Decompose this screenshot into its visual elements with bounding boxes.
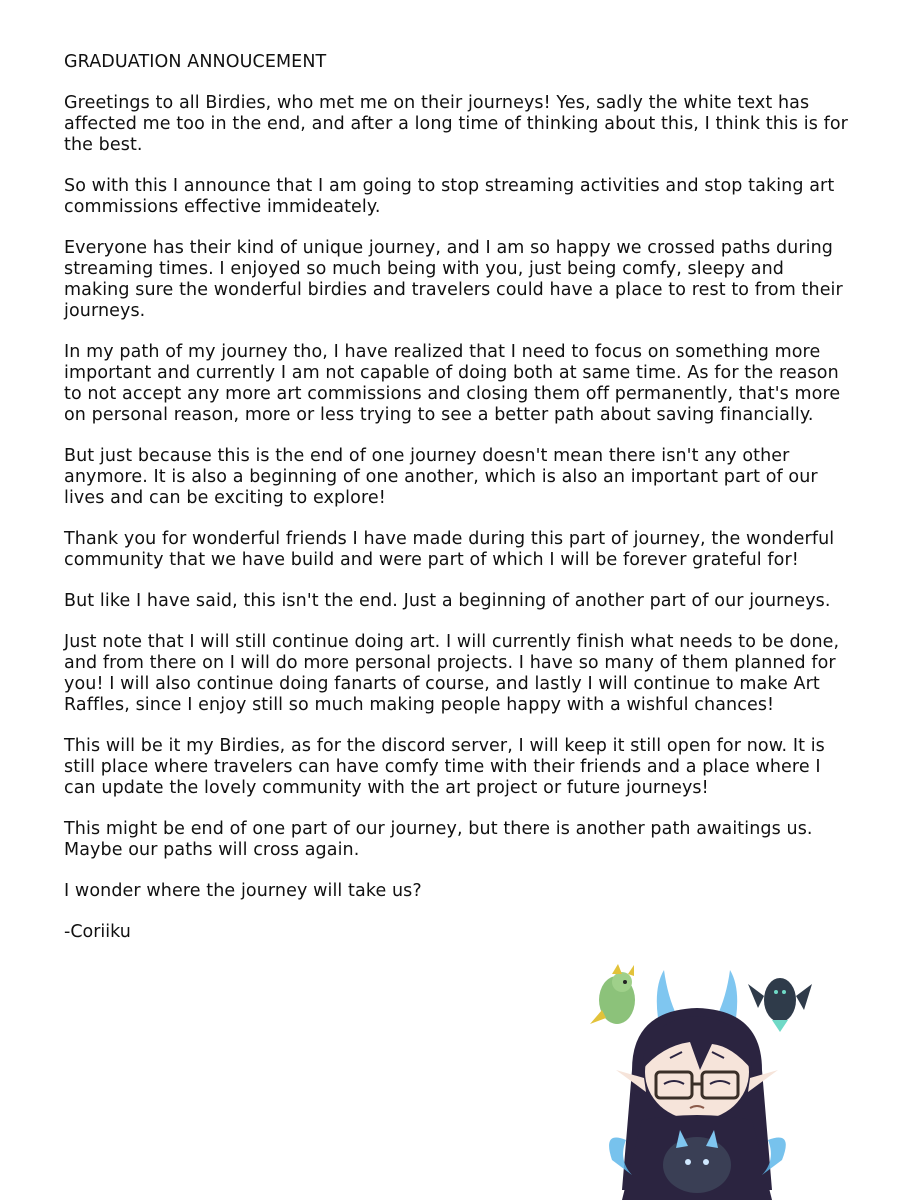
paragraph-10: This might be end of one part of our journey, but there is another path awaitings us. Maybe our paths will cross again. <box>64 819 813 860</box>
chibi-character-icon <box>572 960 822 1200</box>
paragraph-3: Everyone has their kind of unique journey, and I am so happy we crossed paths during streaming times. I enjoyed so much being with you, just being comfy, sleepy and making sure the wonderful birdies and travelers could have a place to rest to from their journeys. <box>64 238 843 321</box>
announcement-document <box>64 52 854 943</box>
paragraph-7: But like I have said, this isn't the end. Just a beginning of another part of our journeys. <box>64 591 831 611</box>
paragraph-4: In my path of my journey tho, I have realized that I need to focus on something more important and currently I am not capable of doing both at same time. As for the reason to not accept any more art commissions and closing them off permanently, that's more on personal reason, more or less trying to see a better path about saving financially. <box>64 342 841 425</box>
dark-bird-icon <box>748 978 812 1032</box>
signature: -Coriiku <box>64 922 131 942</box>
green-bird-icon <box>590 964 635 1024</box>
paragraph-2: So with this I announce that I am going to stop streaming activities and stop taking art commissions effective immideately. <box>64 176 835 217</box>
paragraph-8: Just note that I will still continue doing art. I will currently finish what needs to be done, and from there on I will do more personal projects. I have so many of them planned for you! I will also continue doing fanarts of course, and lastly I will continue to make Art Raffles, since I enjoy still so much making people happy with a wishful chances! <box>64 632 840 715</box>
paragraph-1: Greetings to all Birdies, who met me on their journeys! Yes, sadly the white text has affected me too in the end, and after a long time of thinking about this, I think this is for the best. <box>64 93 848 155</box>
paragraph-9: This will be it my Birdies, as for the discord server, I will keep it still open for now. It is still place where travelers can have comfy time with their friends and a place where I can update the lovely community with the art project or future journeys! <box>64 736 825 798</box>
paragraph-11: I wonder where the journey will take us? <box>64 881 422 901</box>
paragraph-6: Thank you for wonderful friends I have made during this part of journey, the wonderful community that we have build and were part of which I will be forever grateful for! <box>64 529 835 570</box>
document-title: GRADUATION ANNOUCEMENT <box>64 52 327 72</box>
paragraph-5: But just because this is the end of one journey doesn't mean there isn't any other anymore. It is also a beginning of one another, which is also an important part of our lives and can be exciting to explore! <box>64 446 818 508</box>
